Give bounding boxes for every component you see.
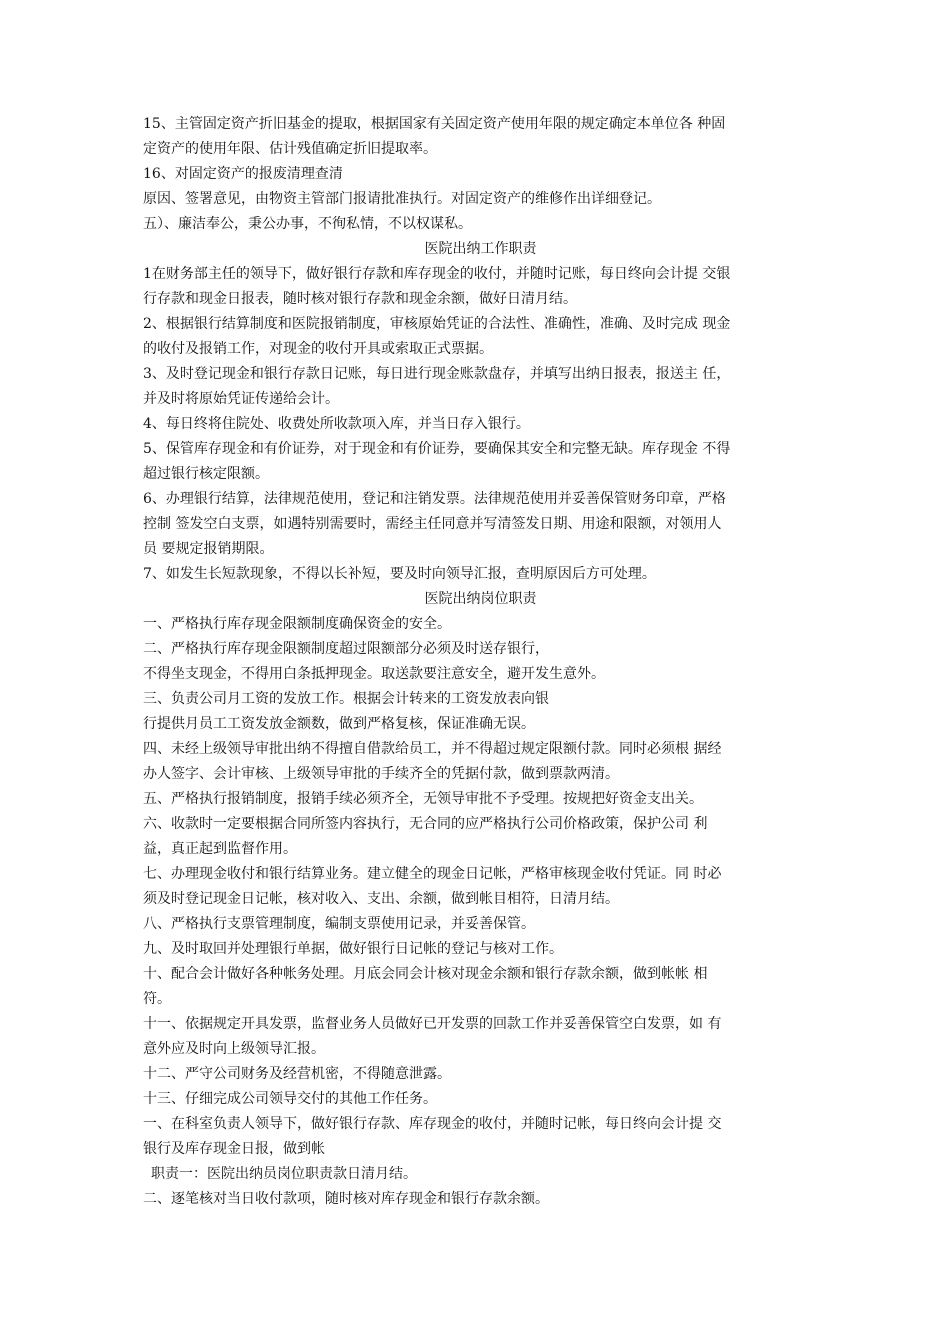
text-line: 十三、仔细完成公司领导交付的其他工作任务。 [143,1091,437,1107]
text-line: 十一、依据规定开具发票，监督业务人员做好已开发票的回款工作并妥善保管空白发票，如 有 [143,1016,722,1032]
text-line: 4、每日终将住院处、收费处所收款项入库，并当日存入银行。 [143,416,530,432]
text-line: 并及时将原始凭证传递给会计。 [143,391,339,407]
text-line: 八、严格执行支票管理制度，编制支票使用记录，并妥善保管。 [143,916,535,932]
text-line: 7、如发生长短款现象，不得以长补短，要及时向领导汇报，查明原因后方可处理。 [143,566,656,582]
text-line: 十、配合会计做好各种帐务处理。月底会同会计核对现金余额和银行存款余额，做到帐帐 相 [143,966,708,982]
text-line: 行提供月员工工资发放金额数，做到严格复核，保证准确无误。 [143,716,535,732]
text-line: 原因、签署意见，由物资主管部门报请批准执行。对固定资产的维修作出详细登记。 [143,191,661,207]
text-line: 四、未经上级领导审批出纳不得擅自借款给员工，并不得超过规定限额付款。同时必须根 据经 [143,741,722,757]
text-line: 5、保管库存现金和有价证券，对于现金和有价证券，要确保其安全和完整无缺。库存现金 不得 [143,441,731,457]
text-line: 超过银行核定限额。 [143,466,269,482]
text-line: 一、在科室负责人领导下，做好银行存款、库存现金的收付，并随时记帐，每日终向会计提 交 [143,1116,722,1132]
text-line: 须及时登记现金日记帐，核对收入、支出、余额，做到帐目相符，日清月结。 [143,891,619,907]
text-line: 行存款和现金日报表，随时核对银行存款和现金余额，做好日清月结。 [143,291,577,307]
text-line: 五、严格执行报销制度，报销手续必须齐全，无领导审批不予受理。按规把好资金支出关。 [143,791,703,807]
text-line: 十二、严守公司财务及经营机密，不得随意泄露。 [143,1066,451,1082]
text-line: 七、办理现金收付和银行结算业务。建立健全的现金日记帐，严格审核现金收付凭证。同 时必 [143,866,722,882]
text-line: 控制 签发空白支票，如遇特别需要时，需经主任同意并写清签发日期、用途和限额，对领用人 [143,516,722,532]
text-line: 的收付及报销工作，对现金的收付开具或索取正式票据。 [143,341,493,357]
text-line: 定资产的使用年限、估计残值确定折旧提取率。 [143,141,437,157]
text-line: 不得坐支现金，不得用白条抵押现金。取送款要注意安全，避开发生意外。 [143,666,605,682]
section-heading: 医院出纳工作职责 [424,241,537,257]
text-line: 五）、廉洁奉公，秉公办事，不徇私情，不以权谋私。 [143,216,472,232]
text-line: 16、对固定资产的报废清理查清 [143,166,343,182]
text-line: 2、根据银行结算制度和医院报销制度，审核原始凭证的合法性、准确性，准确、及时完成 现金 [143,316,731,332]
text-line: 办人签字、会计审核、上级领导审批的手续齐全的凭据付款，做到票款两清。 [143,766,619,782]
text-line: 益，真正起到监督作用。 [143,841,297,857]
text-line: 二、严格执行库存现金限额制度超过限额部分必须及时送存银行， [143,641,549,657]
text-line: 六、收款时一定要根据合同所签内容执行，无合同的应严格执行公司价格政策，保护公司 利 [143,816,708,832]
text-line: 15、主管固定资产折旧基金的提取，根据国家有关固定资产使用年限的规定确定本单位各 种固 [143,116,726,132]
document-page [143,112,818,1212]
text-line: 3、及时登记现金和银行存款日记账，每日进行现金账款盘存，并填写出纳日报表，报送主 任， [143,366,731,382]
text-line: 员 要规定报销期限。 [143,541,274,557]
text-line: 银行及库存现金日报，做到帐 [143,1141,325,1157]
section-heading: 医院出纳岗位职责 [424,591,537,607]
text-line: 二、逐笔核对当日收付款项，随时核对库存现金和银行存款余额。 [143,1191,549,1207]
text-line: 6、办理银行结算，法律规范使用，登记和注销发票。法律规范使用并妥善保管财务印章，严格 [143,491,726,507]
text-line: 九、及时取回并处理银行单据，做好银行日记帐的登记与核对工作。 [143,941,563,957]
text-line: 一、严格执行库存现金限额制度确保资金的安全。 [143,616,451,632]
text-line: 1在财务部主任的领导下，做好银行存款和库存现金的收付，并随时记账，每日终向会计提 交银 [143,266,731,282]
text-line: 意外应及时向上级领导汇报。 [143,1041,325,1057]
text-line: 符。 [143,991,171,1007]
text-line: 三、负责公司月工资的发放工作。根据会计转来的工资发放表向银 [143,691,549,707]
text-line: 职责一：医院出纳员岗位职责款日清月结。 [151,1166,417,1182]
